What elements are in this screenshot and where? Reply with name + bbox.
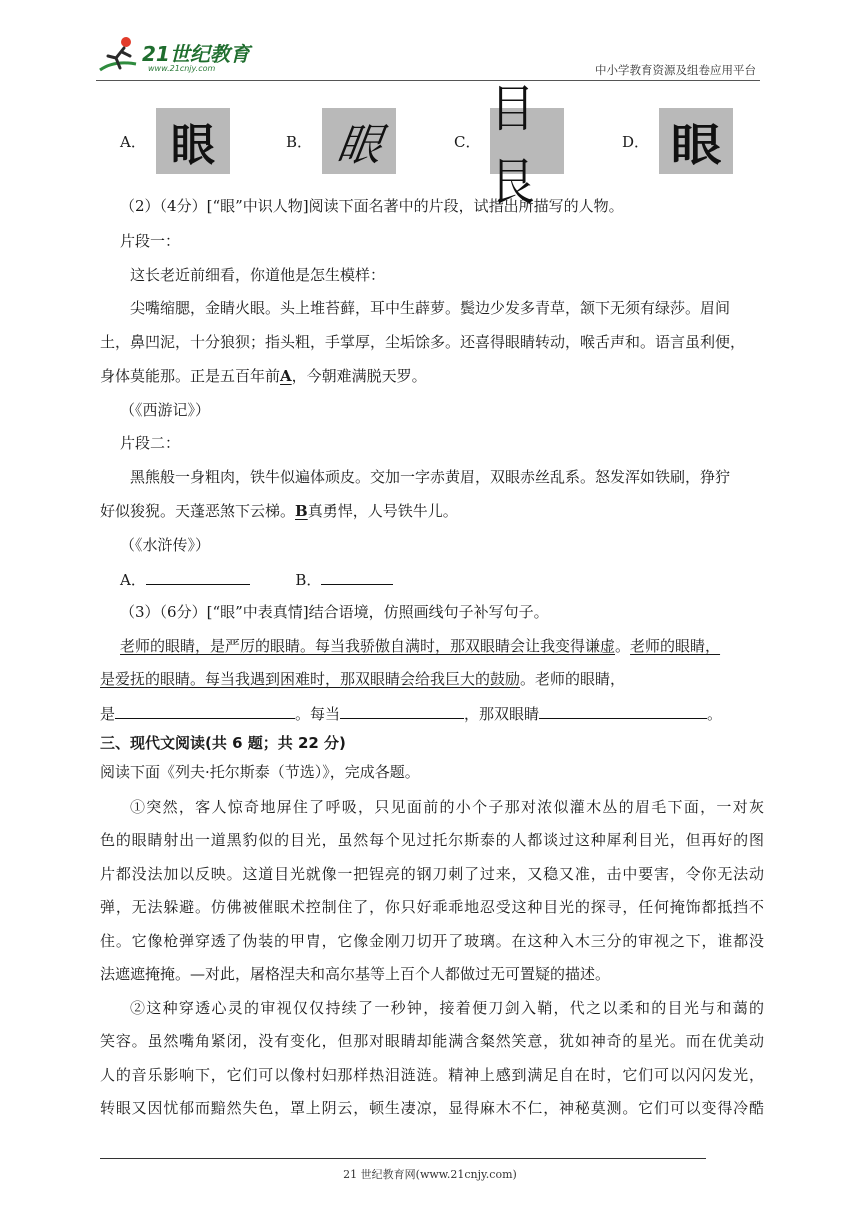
q3-fill-shi: 是	[100, 705, 116, 723]
p2-line-1: 笑容。虽然嘴角紧闭，没有变化，但那对眼睛却能满含粲然笑意，犹如神奇的星光。而在优美动	[100, 1032, 764, 1050]
answer-b-label: B．	[295, 571, 322, 589]
p1-line-2: 片都没法加以反映。这道目光就像一把锃亮的钢刀刺了过来，又稳又准，击中要害，令你无法动	[100, 865, 764, 883]
option-a[interactable]	[120, 108, 230, 174]
fragment1-line3-end: ，今朝难满脱天罗。	[291, 367, 427, 385]
p2-line-0: ②这种穿透心灵的审视仅仅持续了一秒钟，接着便刀剑入鞘，代之以柔和的目光与和蔼的	[130, 999, 764, 1017]
option-b[interactable]	[286, 108, 396, 174]
option-d-glyph: 眼	[670, 120, 722, 171]
option-a-calligraphy-image	[156, 108, 230, 174]
q3-fill-shuangyan: ，那双眼睛	[464, 705, 540, 723]
fragment1-line2: 土，鼻凹泥，十分狼狈；指头粗，手掌厚，尘垢馀多。还喜得眼睛转动，喉舌声和。语言虽利便，	[100, 333, 746, 351]
p1-line-0: ①突然，客人惊奇地屏住了呼吸，只见面前的小个子那对浓似灌木丛的眉毛下面，一对灰	[130, 798, 764, 816]
q2-answer-row	[120, 569, 784, 590]
q3-blank-2[interactable]	[340, 703, 464, 719]
footer-divider	[100, 1158, 706, 1159]
fragment2-mark-b: B	[295, 502, 308, 520]
answer-a-blank[interactable]	[146, 569, 250, 585]
footer-site-text[interactable]: 21 世纪教育网(www.21cnjy.com)	[343, 1168, 517, 1181]
logo-brand-text: 21世纪教育	[142, 42, 250, 66]
section3-intro: 阅读下面《列夫·托尔斯泰（节选）》，完成各题。	[100, 763, 420, 781]
option-c-label: C．	[454, 132, 481, 151]
option-c-calligraphy-image	[490, 80, 564, 213]
q3-blank-1[interactable]	[115, 703, 295, 719]
q3-line1-period: 。	[615, 637, 631, 655]
q3-line1	[120, 636, 784, 656]
section3-heading: 三、现代文阅读(共 6 题；共 22 分)	[100, 734, 346, 752]
site-logo[interactable]	[96, 34, 266, 78]
q2-prompt: （2）（4分）[“眼”中识人物]阅读下面名著中的片段，试指出所描写的人物。	[120, 197, 624, 215]
p1-line-4: 住。它像枪弹穿透了伪装的甲胄，它像金刚刀切开了玻璃。在这种入木三分的审视之下，谁都没	[100, 932, 764, 950]
logo-url-text: www.21cnjy.com	[148, 64, 216, 73]
option-a-label: A．	[120, 132, 146, 151]
answer-b-blank[interactable]	[321, 569, 393, 585]
fragment1-intro: 这长老近前细看，你道他是怎生模样：	[130, 266, 386, 284]
p1-line-5: 法遮遮掩掩。—对此，屠格涅夫和高尔基等上百个人都做过无可置疑的描述。	[100, 965, 611, 983]
fragment1-mark-a: A	[280, 367, 292, 385]
header-divider	[96, 80, 760, 81]
q3-line2-tail: 。老师的眼睛，	[520, 670, 626, 688]
option-b-label: B．	[286, 132, 313, 151]
fragment1-title: 片段一：	[120, 232, 181, 250]
header-platform-text: 中小学教育资源及组卷应用平台	[595, 63, 756, 77]
q3-fill-end: 。	[707, 705, 723, 723]
p2-line-2: 人的音乐影响下，它们可以像村妇那样热泪涟涟。精神上感到满足自在时，它们可以闪闪发光，	[100, 1066, 764, 1084]
option-d-label: D．	[622, 132, 650, 151]
option-a-glyph: 眼	[170, 120, 215, 171]
option-c[interactable]	[454, 80, 564, 213]
q3-model-sentence-2-start: 老师的眼睛，	[630, 637, 721, 655]
option-d[interactable]	[622, 108, 733, 174]
runner-logo-icon	[96, 34, 142, 78]
fragment2-line1: 黑熊般一身粗肉，铁牛似遍体顽皮。交加一字赤黄眉，双眼赤丝乱系。怒发浑如铁刷，狰狞	[130, 468, 731, 486]
q3-model-sentence-2-end: 是爱抚的眼睛。每当我遇到困难时，那双眼睛会给我巨大的鼓励	[100, 670, 521, 688]
q3-model-sentence-1: 老师的眼睛，是严厉的眼睛。每当我骄傲自满时，那双眼睛会让我变得谦虚	[120, 637, 616, 655]
q3-line2	[100, 669, 764, 689]
p1-line-3: 弹，无法躲避。仿佛被催眠术控制住了，你只好乖乖地忍受这种目光的探寻，任何掩饰都抵挡不	[100, 898, 764, 916]
q3-fill-meidang: 。每当	[295, 705, 341, 723]
q3-fill-line	[100, 703, 764, 724]
fragment1-line3-start: 身体莫能那。正是五百年前	[100, 367, 281, 385]
fragment2-line2	[100, 501, 764, 521]
option-d-calligraphy-image	[659, 108, 733, 174]
q3-blank-3[interactable]	[539, 703, 707, 719]
option-b-calligraphy-image	[322, 108, 396, 174]
fragment1-source: （《西游记》）	[120, 401, 211, 419]
p2-line-3: 转眼又因忧郁而黯然失色，罩上阴云，顿生凄凉，显得麻木不仁，神秘莫测。它们可以变得冷酷	[100, 1099, 764, 1117]
p1-line-1: 色的眼睛射出一道黑豹似的目光，虽然每个见过托尔斯泰的人都谈过这种犀利目光，但再好的图	[100, 831, 764, 849]
q3-prompt: （3）（6分）[“眼”中表真情]结合语境，仿照画线句子补写句子。	[120, 603, 549, 621]
option-c-glyph: 目艮	[490, 80, 535, 213]
option-b-glyph: 眼	[333, 120, 383, 171]
fragment1-line3	[100, 366, 764, 386]
answer-a-label: A．	[120, 571, 146, 589]
fragment2-title: 片段二：	[120, 434, 181, 452]
fragment2-line2-start: 好似狻猊。天蓬恶煞下云梯。	[100, 502, 296, 520]
fragment2-source: （《水浒传》）	[120, 536, 211, 554]
fragment1-line1: 尖嘴缩腮，金睛火眼。头上堆苔藓，耳中生薜萝。鬓边少发多青草，颔下无须有绿莎。眉间	[130, 299, 731, 317]
fragment2-line2-end: 真勇悍，人号铁牛儿。	[307, 502, 458, 520]
